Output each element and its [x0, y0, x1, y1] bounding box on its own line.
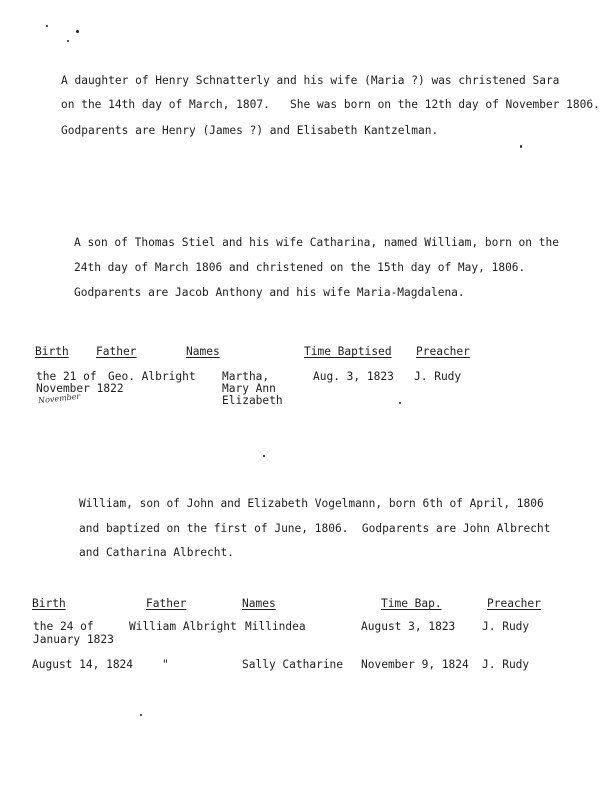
table2-row2-time: November 9, 1824 [361, 658, 469, 671]
table2-header-time: Time Bap. [381, 597, 442, 610]
table2-row1-time: August 3, 1823 [361, 620, 456, 633]
table2-row1-father: William Albright [129, 620, 237, 633]
table1-handwritten-note: November [37, 391, 81, 406]
scan-speck [140, 714, 142, 716]
table1-header-father: Father [96, 345, 137, 358]
table2-row1-names: Millindea [245, 620, 306, 633]
table2-row2-preacher: J. Rudy [482, 658, 530, 671]
table1-time-baptised: Aug. 3, 1823 [313, 370, 394, 383]
scan-speck [399, 402, 401, 404]
table2-row1-birth-line-2: January 1823 [33, 633, 114, 646]
entry-1-line-3: Godparents are Henry (James ?) and Elisabeth Kantzelman. [61, 124, 439, 137]
table1-birth-line-2: November 1822 [36, 382, 124, 395]
scan-speck [520, 145, 522, 148]
table1-preacher: J. Rudy [414, 370, 462, 383]
entry-2-line-3: Godparents are Jacob Anthony and his wife Maria-Magdalena. [74, 286, 465, 299]
table2-header-names: Names [242, 597, 276, 610]
table2-row2-names: Sally Catharine [242, 658, 344, 671]
table2-header-birth: Birth [32, 597, 66, 610]
entry-3-line-1: William, son of John and Elizabeth Vogelmann, born 6th of April, 1806 [79, 497, 544, 510]
scan-speck [67, 40, 69, 42]
entry-3-line-3: and Catharina Albrecht. [79, 546, 234, 559]
table2-row2-father-ditto: " [162, 658, 169, 671]
table1-header-names: Names [186, 345, 220, 358]
table2-row1-birth-line-1: the 24 of [33, 620, 94, 633]
table1-header-birth: Birth [35, 345, 69, 358]
table2-header-father: Father [146, 597, 187, 610]
table1-birth-line-1: the 21 of [36, 370, 97, 383]
table1-header-preacher: Preacher [416, 345, 470, 358]
table2-header-preacher: Preacher [487, 597, 541, 610]
table1-names-line-1: Martha, [222, 370, 270, 383]
table2-row2-birth: August 14, 1824 [32, 658, 134, 671]
entry-2-line-2: 24th day of March 1806 and christened on the 15th day of May, 1806. [74, 261, 526, 274]
entry-1-line-2: on the 14th day of March, 1807. She was born on the 12th day of November 1806. [61, 98, 600, 111]
scan-speck [76, 30, 79, 33]
entry-1-line-1: A daughter of Henry Schnatterly and his wife (Maria ?) was christened Sara [61, 74, 560, 87]
scan-speck [263, 455, 265, 457]
entry-2-line-1: A son of Thomas Stiel and his wife Catharina, named William, born on the [74, 236, 559, 249]
table2-row1-preacher: J. Rudy [482, 620, 530, 633]
table1-names-line-3: Elizabeth [222, 394, 283, 407]
scan-speck [46, 25, 48, 27]
table1-header-time: Time Baptised [304, 345, 392, 358]
table1-names-line-2: Mary Ann [222, 382, 276, 395]
table1-father: Geo. Albright [108, 370, 196, 383]
entry-3-line-2: and baptized on the first of June, 1806. Godparents are John Albrecht [79, 522, 551, 535]
